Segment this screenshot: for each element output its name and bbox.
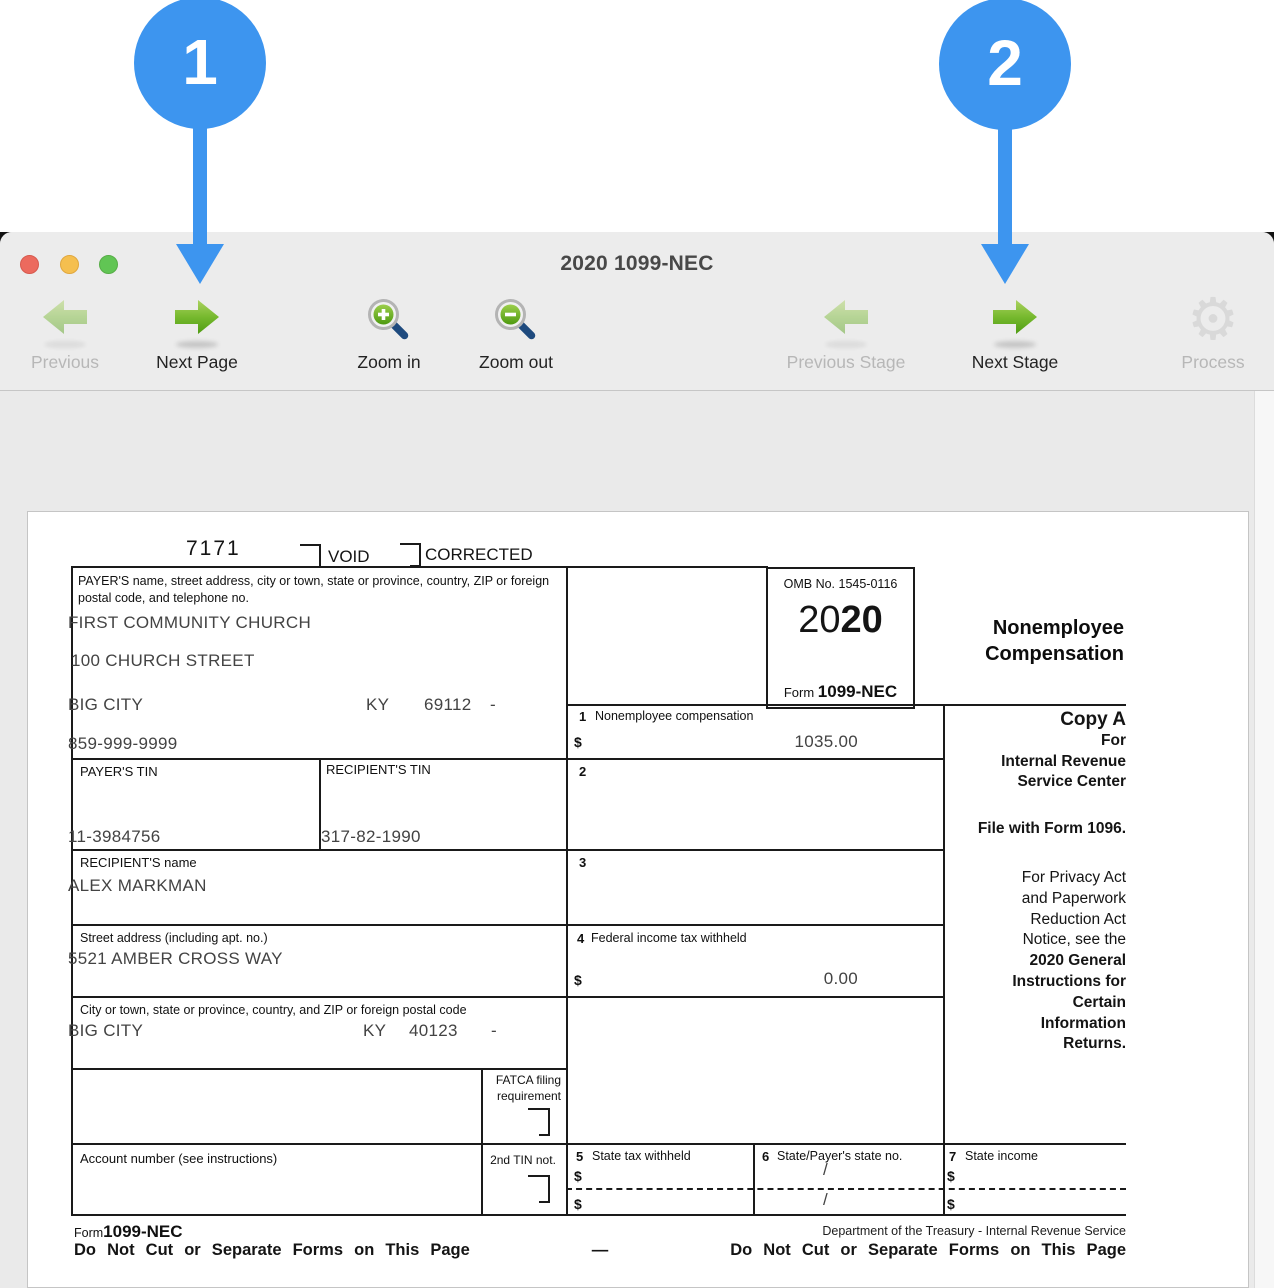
next-stage-button[interactable]	[940, 294, 1090, 373]
form-number: 1099-NEC	[817, 682, 898, 701]
box6-slash-1: /	[823, 1160, 829, 1179]
footer-department: Department of the Treasury - Internal Revenue Service	[822, 1224, 1126, 1238]
form-title-line1: Nonemployee	[992, 617, 1124, 639]
box6-slash-2: /	[823, 1190, 829, 1209]
box7-dollar-sign-2: $	[947, 1196, 955, 1212]
box4-value: 0.00	[823, 969, 858, 988]
box5-number: 5	[576, 1149, 584, 1164]
box1-value: 1035.00	[794, 732, 858, 751]
arrow-right-icon	[940, 294, 1090, 350]
form-print-code: 7171	[186, 537, 241, 560]
divider-line	[566, 566, 568, 1216]
city-label: City or town, state or province, country, and ZIP or foreign postal code	[80, 1003, 467, 1017]
copy-a-line: and Paperwork	[1021, 889, 1126, 907]
copy-a-line: Internal Revenue	[1001, 752, 1126, 770]
copy-a-line: For	[1101, 731, 1126, 749]
divider-line	[71, 1068, 568, 1070]
toolbar-label: Zoom in	[357, 352, 421, 372]
box5-dollar-sign-1: $	[574, 1168, 582, 1184]
tax-year-light: 20	[798, 599, 841, 641]
recipient-tin-value: 317-82-1990	[321, 827, 421, 846]
footer-form-number: 1099-NEC	[103, 1222, 183, 1241]
marker-1-stem	[193, 126, 207, 244]
box5-label: State tax withheld	[592, 1149, 691, 1163]
zoom-out-button[interactable]	[441, 294, 591, 373]
copy-a-line: File with Form 1096.	[977, 820, 1126, 838]
arrow-left-icon	[771, 294, 921, 350]
marker-1-circle: 1	[134, 0, 266, 129]
box2-number: 2	[579, 764, 587, 779]
divider-line	[481, 1068, 483, 1216]
street-address-label: Street address (including apt. no.)	[80, 931, 268, 945]
box4-label: Federal income tax withheld	[591, 931, 747, 945]
box7-label: State income	[965, 1149, 1038, 1163]
toolbar-label: Next Page	[156, 352, 238, 372]
box1-dollar-sign: $	[574, 734, 582, 750]
footer-form-word: Form	[74, 1226, 104, 1240]
city-zip-separator: -	[491, 1021, 497, 1040]
box3-number: 3	[579, 855, 587, 870]
box6-label: State/Payer's state no.	[777, 1149, 903, 1163]
city-state-value: KY	[363, 1021, 387, 1040]
copy-a-line: Information	[1040, 1014, 1126, 1032]
payer-zip-separator: -	[490, 695, 496, 714]
marker-2-arrowhead-icon	[981, 244, 1029, 284]
copy-a-line: Instructions for	[1012, 972, 1126, 990]
toolbar-label: Previous Stage	[786, 352, 906, 372]
toolbar-label: Previous	[30, 352, 100, 372]
box4-dollar-sign: $	[574, 972, 582, 988]
recipient-name-value: ALEX MARKMAN	[68, 876, 207, 895]
void-checkbox-icon	[300, 544, 321, 568]
copy-a-column	[912, 710, 1126, 1055]
do-not-cut-right: Do Not Cut or Separate Forms on This Page	[730, 1241, 1126, 1259]
recipient-name-label: RECIPIENT'S name	[80, 855, 197, 870]
marker-2-circle: 2	[939, 0, 1071, 130]
arrow-right-icon	[122, 294, 272, 350]
fatca-label	[484, 1072, 561, 1104]
corrected-checkbox-icon	[400, 543, 421, 567]
copy-a-line: Reduction Act	[1030, 910, 1126, 928]
arrow-left-icon	[0, 294, 140, 350]
payer-block-label: PAYER'S name, street address, city or town, state or province, country, ZIP or foreign postal code, and telephone no.	[78, 574, 550, 605]
copy-a-line: For Privacy Act	[1021, 868, 1126, 886]
dashed-divider-line	[566, 1188, 1126, 1190]
box6-number: 6	[762, 1149, 770, 1164]
payer-tin-label: PAYER'S TIN	[80, 764, 158, 779]
box1-label: Nonemployee compensation	[595, 709, 754, 723]
footer-form-id	[74, 1222, 183, 1242]
box7-number: 7	[949, 1149, 957, 1164]
next-page-button[interactable]	[122, 294, 272, 373]
payer-state-value: KY	[366, 695, 390, 714]
marker-2-stem	[998, 127, 1012, 244]
omb-year-box	[766, 567, 915, 709]
tax-year-bold: 20	[840, 599, 883, 641]
city-zip-value: 40123	[409, 1021, 458, 1040]
payer-name-value: FIRST COMMUNITY CHURCH	[68, 613, 312, 632]
form-1099-nec-page	[27, 511, 1249, 1288]
divider-line	[71, 1143, 1126, 1145]
copy-a-line: Returns.	[1063, 1035, 1126, 1053]
recipient-tin-label: RECIPIENT'S TIN	[326, 762, 431, 777]
divider-line	[753, 1143, 755, 1216]
second-tin-label: 2nd TIN not.	[490, 1153, 556, 1167]
fatca-label-line1: FATCA filing	[495, 1073, 561, 1087]
city-value: BIG CITY	[68, 1021, 144, 1040]
form-title	[928, 615, 1124, 667]
divider-line	[71, 996, 945, 998]
form-name-line	[768, 682, 913, 702]
copy-a-line: Certain	[1072, 993, 1126, 1011]
previous-page-button[interactable]	[0, 294, 140, 373]
divider-line	[71, 1214, 1126, 1216]
payer-zip-value: 69112	[424, 695, 472, 714]
divider-line	[71, 924, 945, 926]
box4-number: 4	[577, 931, 585, 946]
fatca-label-line2: requirement	[496, 1089, 561, 1103]
form-title-line2: Compensation	[985, 643, 1124, 665]
payer-street-value: 100 CHURCH STREET	[71, 651, 255, 670]
toolbar-label: Zoom out	[479, 352, 553, 372]
tax-year	[768, 599, 913, 642]
previous-stage-button[interactable]	[771, 294, 921, 373]
account-number-label: Account number (see instructions)	[80, 1151, 278, 1166]
payer-phone-value: 859-999-9999	[68, 734, 178, 753]
box7-dollar-sign-1: $	[947, 1168, 955, 1184]
corrected-label: CORRECTED	[425, 545, 533, 564]
gear-icon: ⚙	[1187, 287, 1239, 352]
divider-line	[71, 758, 945, 760]
copy-a-line: Notice, see the	[1022, 931, 1126, 949]
divider-line	[71, 566, 768, 568]
toolbar-label: Process	[1181, 352, 1245, 372]
copy-a-line: 2020 General	[1029, 952, 1126, 970]
magnifier-minus-icon	[441, 294, 591, 350]
omb-number: OMB No. 1545-0116	[783, 577, 898, 591]
scrollbar-track[interactable]	[1254, 391, 1274, 1288]
street-address-value: 5521 AMBER CROSS WAY	[68, 949, 283, 968]
do-not-cut-dash: —	[591, 1241, 609, 1259]
marker-1-arrowhead-icon	[176, 244, 224, 284]
fatca-checkbox-icon	[528, 1108, 550, 1136]
do-not-cut-left: Do Not Cut or Separate Forms on This Page	[74, 1241, 470, 1259]
box1-number: 1	[579, 709, 587, 724]
footer-do-not-cut	[74, 1241, 1126, 1260]
toolbar-label: Next Stage	[971, 352, 1059, 372]
process-button[interactable]	[1138, 287, 1274, 373]
void-label: VOID	[328, 547, 370, 566]
second-tin-checkbox-icon	[528, 1175, 550, 1203]
divider-line	[71, 849, 945, 851]
copy-a-line: Service Center	[1017, 773, 1126, 791]
payer-tin-value: 11-3984756	[68, 827, 161, 846]
form-word: Form	[783, 685, 815, 700]
box5-dollar-sign-2: $	[574, 1196, 582, 1212]
copy-a-line: Copy A	[1060, 709, 1126, 730]
payer-city-value: BIG CITY	[68, 695, 144, 714]
window-title: 2020 1099-NEC	[560, 252, 714, 275]
